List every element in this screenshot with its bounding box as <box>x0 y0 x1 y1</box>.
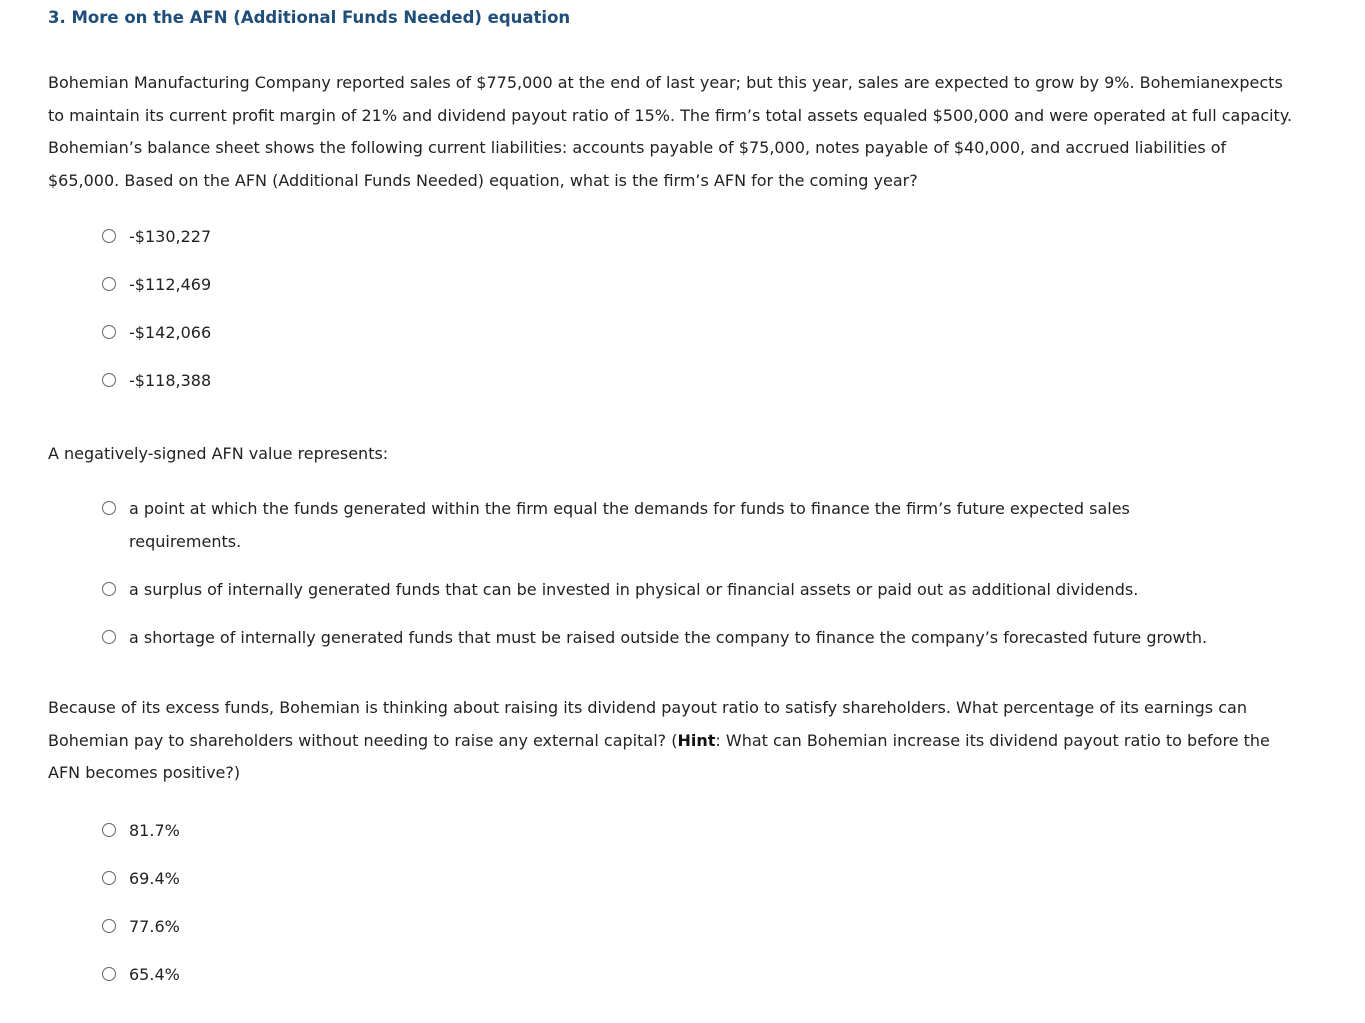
option-label: -$112,469 <box>129 275 212 294</box>
part1-options <box>102 220 211 412</box>
radio-button[interactable] <box>102 501 116 515</box>
radio-button[interactable] <box>102 229 116 243</box>
option-label: 77.6% <box>129 917 180 936</box>
part3-question-text <box>48 692 1298 790</box>
part3-options <box>102 814 180 1006</box>
part2-question-text: A negatively-signed AFN value represents: <box>48 444 389 463</box>
part2-option-2[interactable] <box>102 573 1272 606</box>
part3-option-4[interactable] <box>102 958 180 1006</box>
option-label: -$142,066 <box>129 323 212 342</box>
option-label: a point at which the funds generated within the firm equal the demands for funds to finance the firm’s future expected sales requirements. <box>129 499 1130 551</box>
part1-option-1[interactable] <box>102 220 211 268</box>
part1-question-text: Bohemian Manufacturing Company reported sales of $775,000 at the end of last year; but this year, sales are expected to grow by 9%. Bohemianexpects to maintain its current profit margin of 21% and dividend payout ratio of 15%. The firm’s total assets equaled $500,000 and were operated at full capacity. Bohemian’s balance sheet shows the following current liabilities: accounts payable of $75,000, notes payable of $40,000, and accrued liabilities of $65,000. Based on the AFN (Additional Funds Needed) equation, what is the firm’s AFN for the coming year? <box>48 73 1293 190</box>
part1-option-3[interactable] <box>102 316 211 364</box>
option-label: 65.4% <box>129 965 180 984</box>
radio-button[interactable] <box>102 325 116 339</box>
option-label: -$118,388 <box>129 371 212 390</box>
option-label: a shortage of internally generated funds that must be raised outside the company to finance the company’s forecasted future growth. <box>129 628 1208 647</box>
hint-label: Hint <box>677 730 716 750</box>
part3-option-3[interactable] <box>102 910 180 958</box>
option-label: a surplus of internally generated funds that can be invested in physical or financial assets or paid out as additional dividends. <box>129 580 1139 599</box>
radio-button[interactable] <box>102 871 116 885</box>
radio-button[interactable] <box>102 277 116 291</box>
part3-option-1[interactable] <box>102 814 180 862</box>
part1-option-2[interactable] <box>102 268 211 316</box>
part3-text-before: Because of its excess funds, Bohemian is thinking about raising its dividend payout ratio to satisfy shareholders. What percentage of its earnings can Bohemian pay to shareholders without needing to raise any external capital? ( <box>48 698 1247 750</box>
radio-button[interactable] <box>102 582 116 596</box>
part2-option-3[interactable] <box>102 621 1272 654</box>
part2-option-1[interactable] <box>102 492 1272 558</box>
option-label: 69.4% <box>129 869 180 888</box>
part3-text-after: : What can Bohemian increase its dividend payout ratio to before the AFN becomes positive?) <box>48 730 1270 782</box>
radio-button[interactable] <box>102 823 116 837</box>
radio-button[interactable] <box>102 919 116 933</box>
part1-option-4[interactable] <box>102 364 211 412</box>
part2-options <box>102 492 1272 669</box>
radio-button[interactable] <box>102 967 116 981</box>
option-label: 81.7% <box>129 821 180 840</box>
radio-button[interactable] <box>102 630 116 644</box>
option-label: -$130,227 <box>129 227 212 246</box>
part3-option-2[interactable] <box>102 862 180 910</box>
question-title: 3. More on the AFN (Additional Funds Needed) equation <box>48 8 571 27</box>
radio-button[interactable] <box>102 373 116 387</box>
